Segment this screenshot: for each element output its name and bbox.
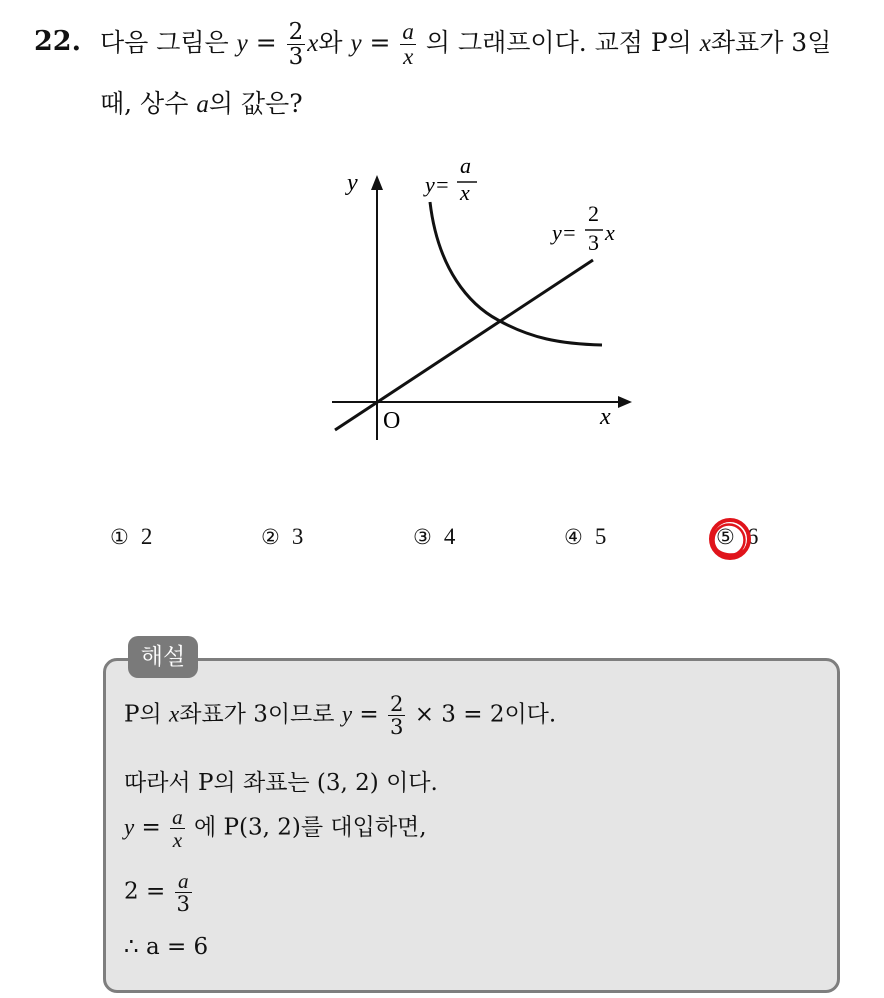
fraction-a-over-x: $\frac{a}{x}$	[402, 19, 414, 70]
choice-mark: ⑤	[716, 525, 735, 549]
line-y-two-thirds-x	[335, 260, 593, 430]
x-axis-label: x	[600, 404, 611, 430]
solution-line-4	[124, 870, 194, 915]
solution-line-2	[124, 764, 438, 797]
y-axis-label: y	[347, 170, 358, 196]
function-graph	[320, 150, 650, 450]
curve-label-num: a	[460, 153, 471, 178]
selected-answer-circle	[706, 515, 754, 563]
question-number: 22.	[34, 26, 81, 57]
math-y: y	[341, 701, 353, 727]
line-label-x: x	[605, 220, 615, 245]
math-x: x	[169, 701, 180, 727]
line-label: y=	[552, 220, 577, 245]
math-y: y	[350, 30, 362, 58]
question-text-a: 다음 그림은	[100, 28, 229, 58]
choice-value: 2	[140, 524, 153, 549]
choice-mark: ③	[413, 525, 432, 549]
sol-text: 2 =	[124, 878, 166, 905]
question-text-d: 좌표가 3일	[710, 28, 832, 58]
solution-line-1: P의 x좌표가 3이므로 y = $\frac{2}{3}$ × 3 = 2이다.	[124, 691, 557, 740]
math-y: y	[124, 814, 135, 840]
x-axis-arrow	[618, 396, 632, 408]
choice-mark: ④	[564, 525, 583, 549]
solution-line-3: y = $\frac{a}{x}$ 에 P(3, 2)를 대입하면,	[124, 805, 427, 853]
fraction-a-over-x: $\frac{a}{x}$	[172, 805, 183, 853]
choice-1[interactable]	[110, 524, 152, 550]
sol-text: 좌표가 3이므로	[179, 701, 335, 728]
choice-mark: ①	[110, 525, 129, 549]
math-y: y	[236, 30, 248, 58]
question-text-e: 때, 상수	[100, 89, 189, 118]
line-label-den: 3	[588, 230, 599, 255]
sol-text: 따라서 P의 좌표는 (3, 2) 이다.	[124, 770, 438, 796]
choice-value: 6	[746, 524, 759, 549]
curve-label: y=	[425, 172, 450, 197]
sol-text: × 3 = 2이다.	[414, 701, 557, 728]
line-label-num: 2	[588, 201, 599, 226]
choice-2[interactable]	[261, 524, 303, 550]
question-line-2	[100, 84, 303, 120]
curve-label-den: x	[460, 180, 470, 205]
y-axis-arrow	[371, 175, 383, 190]
fraction-a-over-3: $\frac{a}{3}$	[176, 869, 190, 917]
fraction-two-thirds: $\frac{2}{3}$	[288, 19, 304, 71]
choice-value: 3	[291, 524, 304, 549]
question-text-f: 의 값은?	[208, 89, 303, 118]
question-text-c: 의 그래프이다. 교점 P의	[425, 28, 692, 58]
solution-tag: 해설	[128, 636, 198, 678]
choice-value: 4	[443, 524, 456, 549]
math-x: x	[699, 30, 711, 58]
choice-mark: ②	[261, 525, 280, 549]
question-line-1: 다음 그림은 y = $\frac{2}{3}$ x와 y = $\frac{a}{x}$ 의 그래프이다. 교점 P의 x좌표가 3일	[100, 19, 832, 71]
sol-text: P의	[124, 701, 162, 728]
question-text-b: 와	[318, 28, 343, 58]
math-x: x	[307, 30, 319, 58]
choice-4[interactable]	[564, 524, 606, 550]
sol-text: 에 P(3, 2)를 대입하면,	[194, 814, 427, 841]
solution-line-5	[124, 934, 208, 960]
choice-value: 5	[594, 524, 607, 549]
sol-text: ∴ a = 6	[124, 934, 209, 960]
choice-3[interactable]	[413, 524, 455, 550]
fraction-two-thirds: $\frac{2}{3}$	[389, 691, 404, 740]
origin-label: O	[383, 408, 401, 434]
math-a: a	[196, 91, 209, 118]
